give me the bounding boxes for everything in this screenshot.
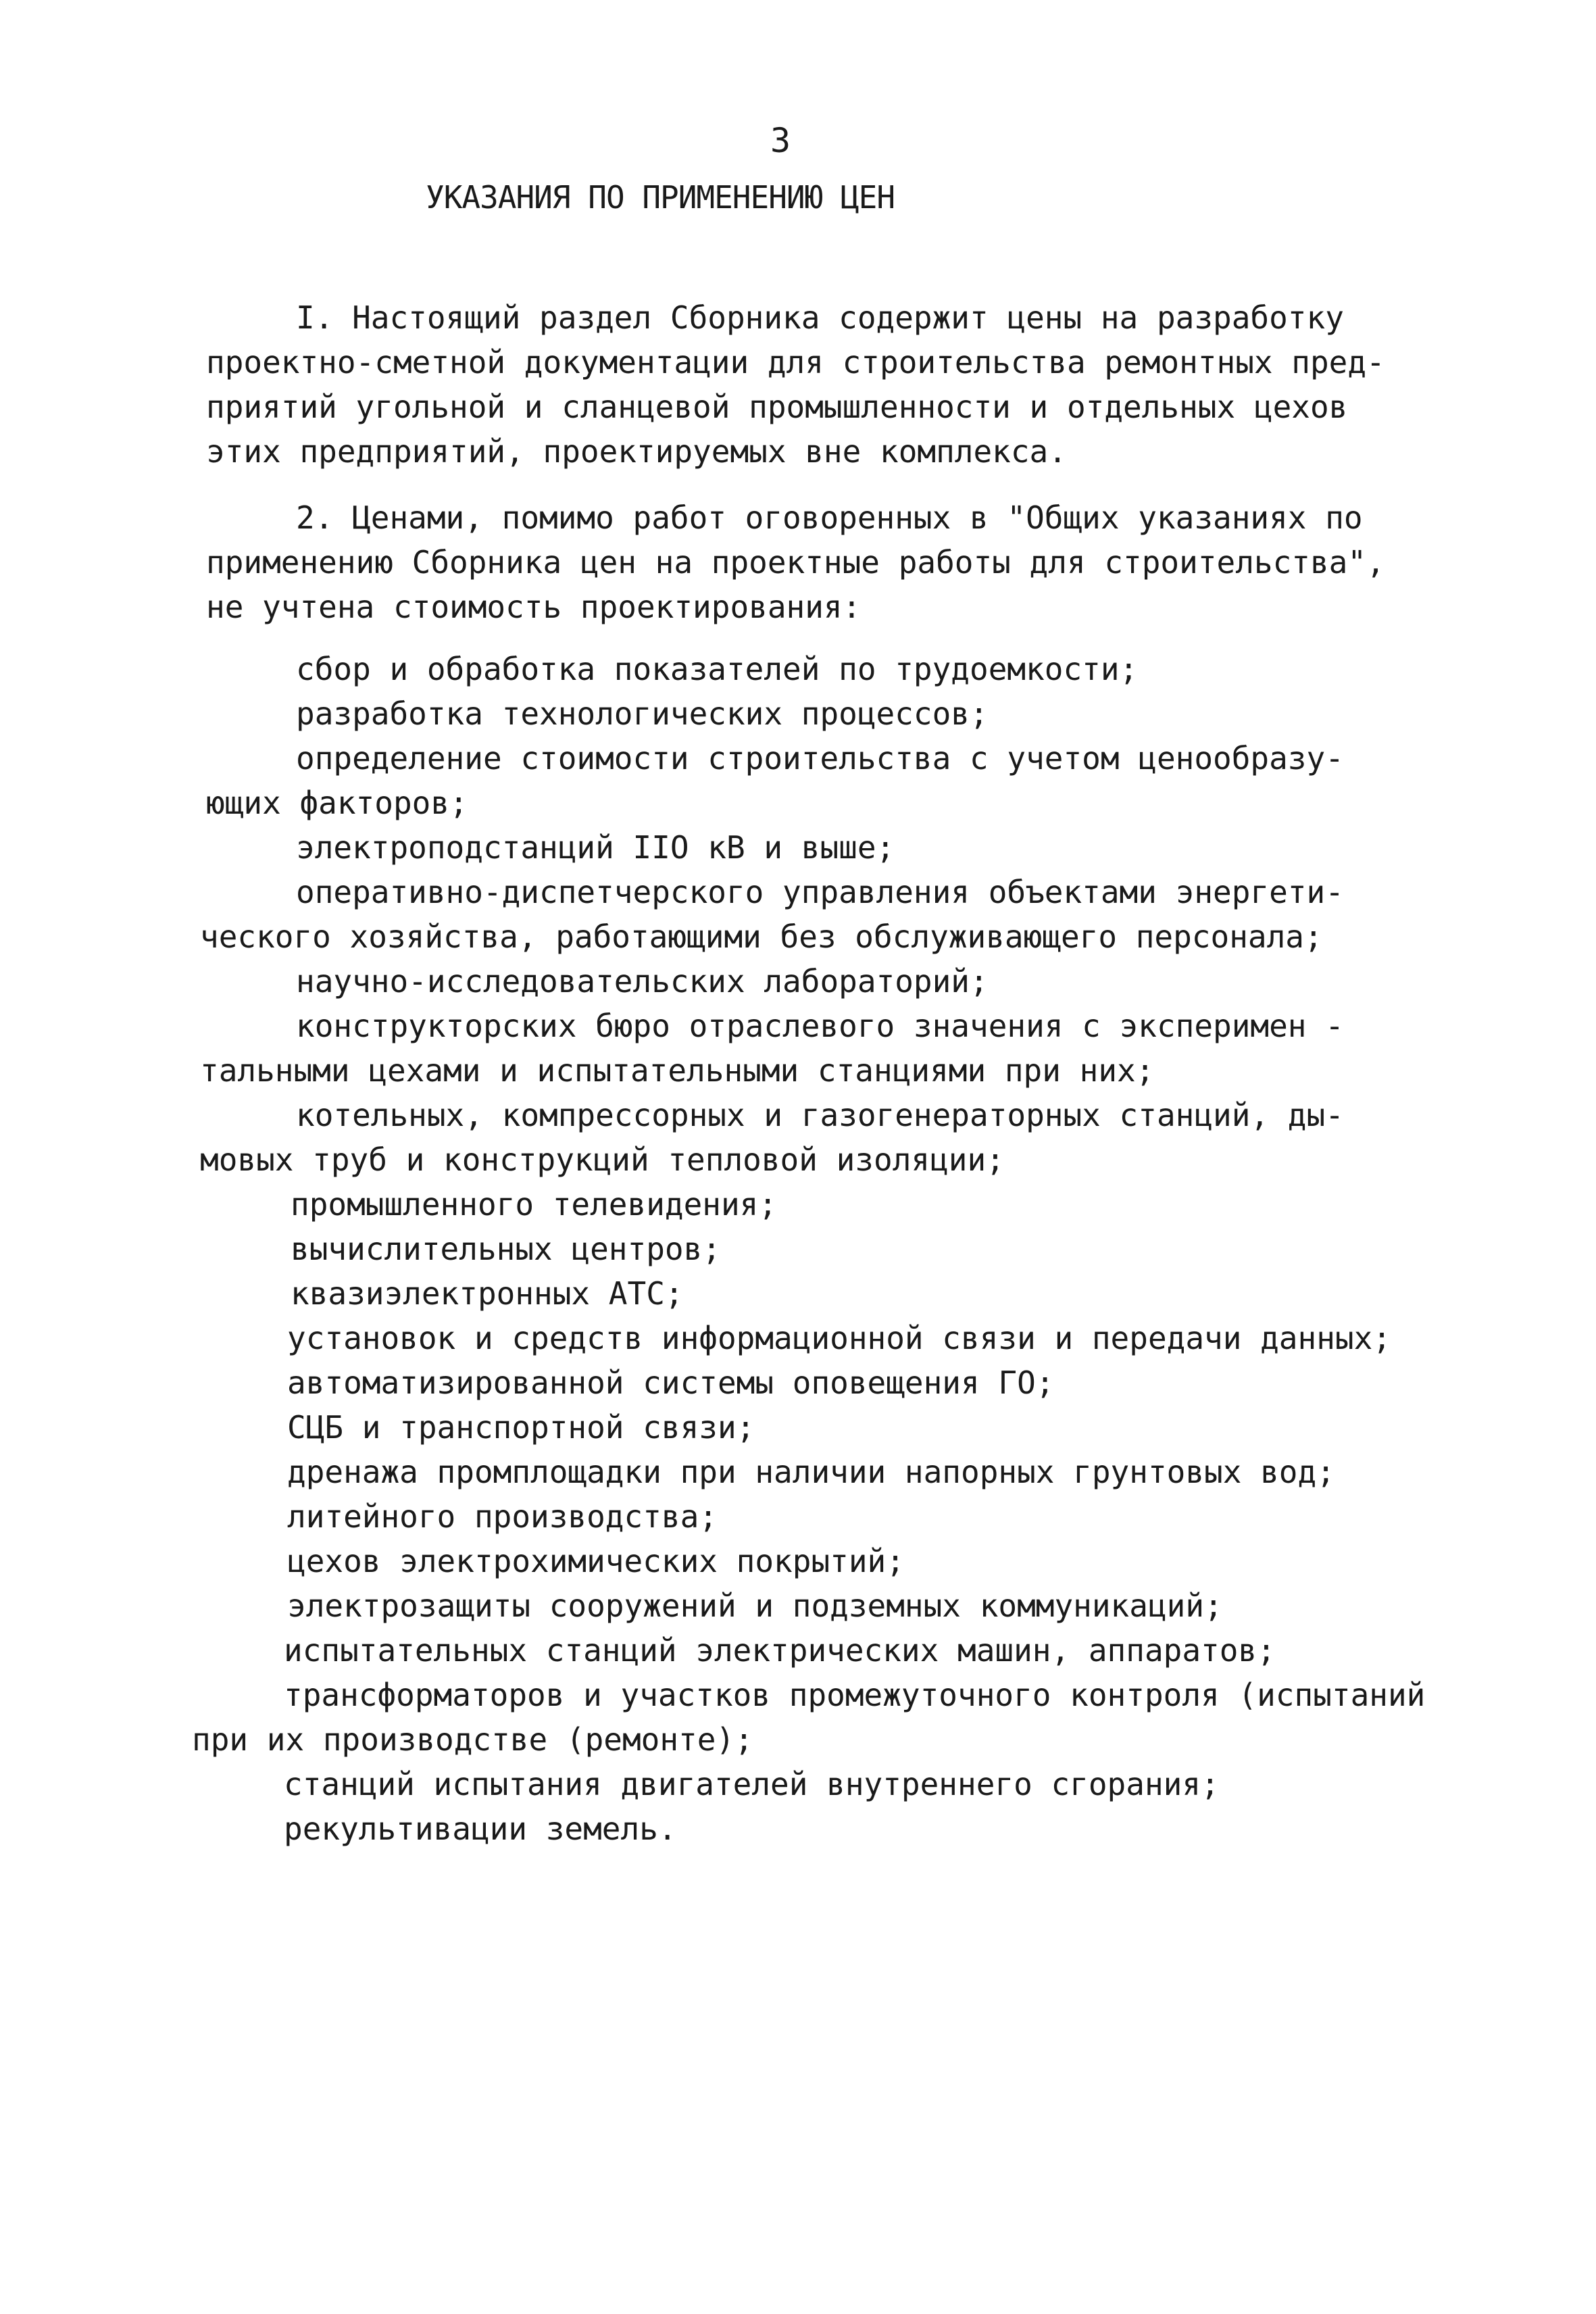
list-line: электрозащиты сооружений и подземных коммуникаций; — [287, 1587, 1223, 1624]
list-line: автоматизированной системы оповещения ГО; — [287, 1364, 1055, 1401]
list-line: цехов электрохимических покрытий; — [287, 1543, 905, 1579]
list-line: котельных, компрессорных и газогенераторных станций, ды- — [296, 1097, 1344, 1133]
list-line: электроподстанций IIO кВ и выше; — [296, 829, 895, 866]
paragraph-2-line: не учтена стоимость проектирования: — [206, 589, 862, 625]
list-line: станций испытания двигателей внутреннего сгорания; — [284, 1766, 1220, 1802]
list-line: литейного производства; — [287, 1498, 718, 1535]
paragraph-1-line: приятий угольной и сланцевой промышленности и отдельных цехов — [206, 389, 1348, 425]
list-line: ческого хозяйства, работающими без обслуживающего персонала; — [200, 918, 1323, 955]
list-line: оперативно-диспетчерского управления объектами энергети- — [296, 874, 1344, 910]
list-line: испытательных станций электрических машин, аппаратов; — [284, 1632, 1276, 1669]
page-number: 3 — [770, 121, 791, 160]
section-title: УКАЗАНИЯ ПО ПРИМЕНЕНИЮ ЦЕН — [426, 179, 895, 216]
list-line: ющих факторов; — [206, 785, 468, 821]
list-line: мовых труб и конструкций тепловой изоляции; — [200, 1141, 1005, 1178]
list-line: при их производстве (ремонте); — [192, 1721, 753, 1758]
list-line: квазиэлектронных АТС; — [291, 1275, 684, 1312]
paragraph-1-line: этих предприятий, проектируемых вне комплекса. — [206, 433, 1067, 470]
list-line: разработка технологических процессов; — [296, 695, 989, 732]
list-line: научно-исследовательских лабораторий; — [296, 963, 989, 1000]
list-line: сбор и обработка показателей по трудоемкости; — [296, 651, 1139, 687]
list-line: СЦБ и транспортной связи; — [287, 1409, 755, 1446]
list-line: рекультивации земель. — [284, 1811, 677, 1847]
paragraph-1-line: I. Настоящий раздел Сборника содержит цены на разработку — [296, 299, 1344, 336]
list-line: тальными цехами и испытательными станциями при них; — [200, 1052, 1155, 1089]
list-line: установок и средств информационной связи и передачи данных; — [287, 1320, 1391, 1356]
list-line: вычислительных центров; — [291, 1231, 721, 1267]
paragraph-1-line: проектно-сметной документации для строительства ремонтных пред- — [206, 344, 1385, 380]
paragraph-2-line: применению Сборника цен на проектные работы для строительства", — [206, 544, 1385, 581]
list-line: определение стоимости строительства с учетом ценообразу- — [296, 740, 1344, 777]
list-line: конструкторских бюро отраслевого значения с эксперимен - — [296, 1008, 1344, 1044]
paragraph-2-line: 2. Ценами, помимо работ оговоренных в "Общих указаниях по — [296, 499, 1363, 536]
list-line: трансформаторов и участков промежуточного контроля (испытаний — [284, 1677, 1426, 1713]
list-line: промышленного телевидения; — [291, 1186, 778, 1223]
list-line: дренажа промплощадки при наличии напорных грунтовых вод; — [287, 1454, 1335, 1490]
